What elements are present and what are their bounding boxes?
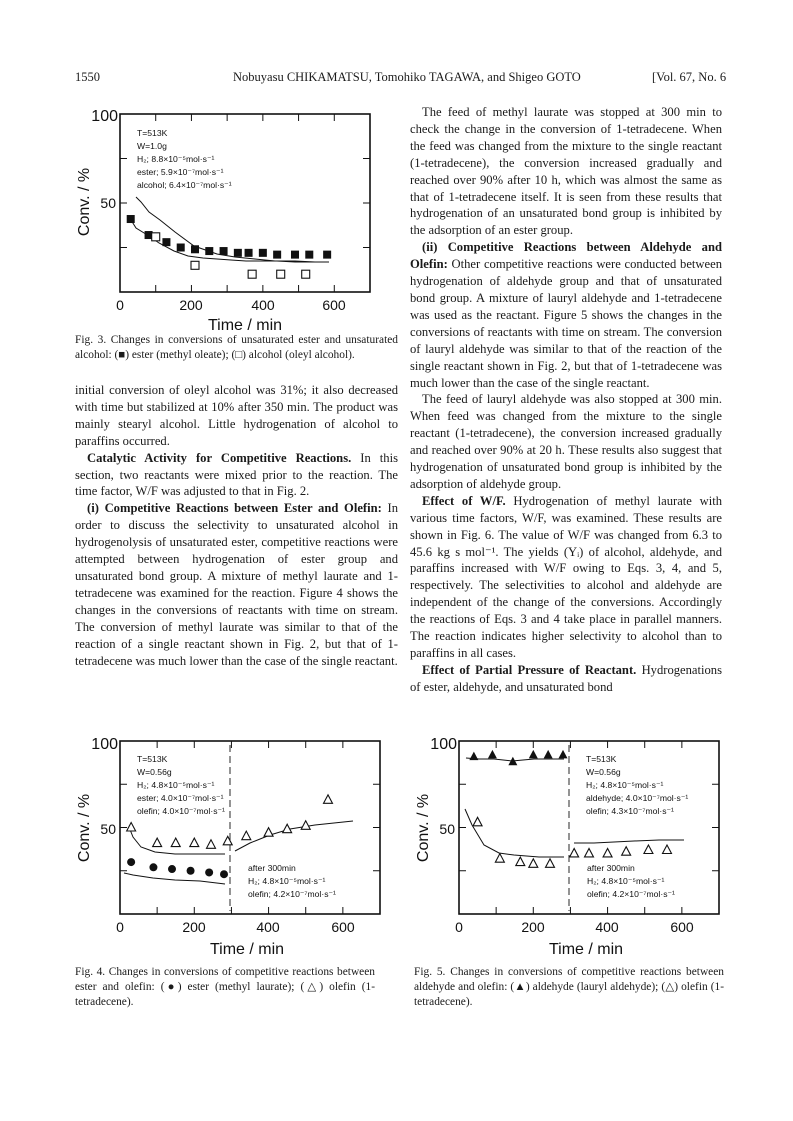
paragraph: Hydrogenation of methyl laurate with various time factors, W/F, was examined. These results are shown in Fig. 6. The value of W/F was changed from 6.3 to 45.6 kg s mol⁻¹. The yields (Yᵢ) of alcohol, aldehyde, and paraffins increased with W/F owing to Eqs. 3, 4, and 5, respectively. The selectivities to alcohol and aldehyde are independent of the change of the conversions. Accordingly the reactions of Eqs. 3 and 4 take place in parallel manners. The reaction indicates higher selectivity to alcohol than to paraffins in all cases. [410, 493, 722, 660]
fig5-series-2-point [546, 859, 555, 868]
paragraph: The feed of methyl laurate was stopped at 300 min to check the change in the conversion of 1-tetradecene. When the feed was changed from the mixture to the single reactant (1-tetradecene), the conversion increased gradually and reached over 90% after 10 h, which was almost the same as that of 1-tetradecene itself. It is seen from these results that hydrogenation of an unsaturated bond group is inhibited by the adsorption of an ester group. [410, 105, 722, 238]
fig4-xtick-400: 400 [256, 919, 280, 935]
fig3-series-1-point [291, 251, 299, 259]
fig4-annotation: T=513K [137, 754, 168, 764]
fig3-series-2-point [152, 233, 160, 241]
fig4-annotation: ester; 4.0×10⁻⁷mol·s⁻¹ [137, 793, 224, 803]
section-heading: (ii) Competitive Reactions between Aldehyde and Olefin: [410, 240, 722, 272]
fig3-series-1-point [127, 215, 135, 223]
fig4-after-annotation: olefin; 4.2×10⁻⁷mol·s⁻¹ [248, 889, 336, 899]
fig4-series-1-point [127, 858, 135, 866]
left-text-column [75, 382, 398, 669]
figure-3-chart [75, 104, 395, 344]
fig5-series-2-point [495, 854, 504, 863]
fig3-ytick-50: 50 [100, 195, 116, 211]
figure-5-caption: Fig. 5. Changes in conversions of competitive reactions between aldehyde and olefin: (▲) aldehyde (lauryl aldehyde); (△) olefin (1-tetradecene). [414, 966, 724, 1008]
fig4-xtick-0: 0 [116, 919, 124, 935]
right-text-column [410, 104, 722, 696]
fig4-series-1-point [187, 867, 195, 875]
section-heading: Effect of Partial Pressure of Reactant. [422, 662, 637, 677]
fig3-data-points [127, 215, 331, 278]
fig5-series-2-point [622, 847, 631, 856]
fig4-series-2-point [223, 836, 232, 845]
fig5-series-1-point [529, 750, 538, 759]
fig4-after-annotation: H₂; 4.8×10⁻⁵mol·s⁻¹ [248, 876, 326, 886]
fig3-series-2-point [277, 270, 285, 278]
fig5-xtick-0: 0 [455, 919, 463, 935]
fig5-series-2-point [516, 857, 525, 866]
fig5-ytick-50: 50 [439, 821, 455, 837]
page-number: 1550 [75, 70, 100, 84]
fig3-annotation: H₂; 8.8×10⁻⁵mol·s⁻¹ [137, 154, 215, 164]
fig3-annotation: alcohol; 6.4×10⁻⁷mol·s⁻¹ [137, 180, 232, 190]
fig3-series-1-point [273, 251, 281, 259]
fig5-xtick-600: 600 [670, 919, 694, 935]
paragraph: initial conversion of oleyl alcohol was 31%; it also decreased with time but stabilized at 10% after 350 min. The product was mainly stearyl alcohol. Little hydrogenation of alcohol to paraffins occurred. [75, 383, 398, 448]
fig3-x-axis-label: Time / min [207, 317, 283, 334]
fig3-series-1-point [245, 249, 253, 257]
fig5-after-annotation: olefin; 4.2×10⁻⁷mol·s⁻¹ [587, 889, 675, 899]
fig5-series-2-point [663, 845, 672, 854]
fig5-annotation: aldehyde; 4.0×10⁻⁷mol·s⁻¹ [586, 793, 689, 803]
fig5-series-1-point [469, 752, 478, 761]
figure-5-chart [414, 733, 734, 973]
fig5-series-1-point [559, 750, 568, 759]
fig3-series-1-point [220, 247, 228, 255]
fig4-series-2-point [324, 795, 333, 804]
fig3-xtick-0: 0 [116, 297, 124, 313]
fig4-series-2-point [190, 838, 199, 847]
fig5-series-1-point [488, 750, 497, 759]
fig3-series-1-point [259, 249, 267, 257]
fig5-after-annotation: H₂; 4.8×10⁻⁵mol·s⁻¹ [587, 876, 665, 886]
figure-4-chart [75, 733, 395, 973]
fig4-x-axis-label: Time / min [209, 941, 285, 958]
fig4-trend-lines [124, 821, 353, 884]
fig4-series-2-point [242, 831, 251, 840]
fig5-series-2-point [473, 817, 482, 826]
fig4-after-label: after 300min [248, 863, 296, 873]
paragraph: In order to discuss the selectivity to unsaturated alcohol in hydrogenolysis of unsaturated ester, competitive reactions were attempted between hydrogenation of ester group and unsaturated bond group. A mixture of methyl laurate and 1-tetradecene was examined for the reaction. Figure 4 shows the changes in the conversions of reactants with time on stream. The conversion of methyl laurate was similar to that of the reaction of a single reactant shown in Fig. 2, but that of 1-tetradecene was much lower than the case of the single reactant. [75, 501, 398, 668]
fig4-annotation: H₂; 4.8×10⁻⁵mol·s⁻¹ [137, 780, 215, 790]
fig3-series-1-point [162, 238, 170, 246]
fig5-series-2-point [603, 848, 612, 857]
fig3-trend-lines [131, 197, 329, 262]
paragraph: In this section, two reactants were mixed prior to the reaction. The time factor, W/F was adjusted to that in Fig. 2. [75, 450, 398, 499]
fig5-xtick-400: 400 [595, 919, 619, 935]
fig3-series-1-point [305, 251, 313, 259]
fig5-series-2-point [529, 859, 538, 868]
fig3-annotation: ester; 5.9×10⁻⁷mol·s⁻¹ [137, 167, 224, 177]
fig4-series-2-point [207, 840, 216, 849]
fig3-xtick-400: 400 [251, 297, 275, 313]
fig3-series-1-point [205, 247, 213, 255]
fig4-series-1-point [205, 868, 213, 876]
fig4-series-2-point [264, 828, 273, 837]
fig3-y-axis-label: Conv. / % [76, 167, 93, 237]
fig4-xtick-200: 200 [182, 919, 206, 935]
fig3-series-1-point [234, 249, 242, 257]
fig3-series-1-point [191, 245, 199, 253]
fig4-series-1-point [149, 863, 157, 871]
paragraph: Hydrogenations of ester, aldehyde, and unsaturated bond [410, 662, 723, 694]
fig4-ytick-50: 50 [100, 821, 116, 837]
section-heading: Catalytic Activity for Competitive Reactions. [87, 450, 352, 465]
fig4-xtick-600: 600 [331, 919, 355, 935]
fig5-xtick-200: 200 [521, 919, 545, 935]
fig5-after-label: after 300min [587, 863, 635, 873]
fig3-xtick-200: 200 [179, 297, 203, 313]
journal-volume: [Vol. 67, No. 6 [652, 70, 727, 84]
fig5-series-2-point [644, 845, 653, 854]
fig4-series-1-point [220, 870, 228, 878]
fig5-annotation: olefin; 4.3×10⁻⁷mol·s⁻¹ [586, 806, 674, 816]
fig3-series-2-point [248, 270, 256, 278]
fig3-xtick-600: 600 [322, 297, 346, 313]
fig5-annotation: H₂; 4.8×10⁻⁵mol·s⁻¹ [586, 780, 664, 790]
fig5-series-1-point [544, 750, 553, 759]
figure-3-caption: Fig. 3. Changes in conversions of unsaturated ester and unsaturated alcohol: (■) ester (methyl oleate); (□) alcohol (oleyl alcohol). [75, 334, 398, 361]
fig4-series-2-point [127, 823, 136, 832]
fig5-series-2-point [570, 848, 579, 857]
fig3-series-1-point [177, 244, 185, 252]
fig4-series-2-point [171, 838, 180, 847]
running-authors: Nobuyasu CHIKAMATSU, Tomohiko TAGAWA, and Shigeo GOTO [233, 70, 581, 84]
section-heading: Effect of W/F. [422, 493, 506, 508]
fig3-series-1-point [323, 251, 331, 259]
fig3-series-2-point [191, 261, 199, 269]
fig4-annotation: olefin; 4.0×10⁻⁷mol·s⁻¹ [137, 806, 225, 816]
fig3-annotation: T=513K [137, 128, 168, 138]
fig4-y-axis-label: Conv. / % [76, 793, 93, 863]
fig4-annotation: W=0.56g [137, 767, 172, 777]
fig5-x-axis-label: Time / min [548, 941, 624, 958]
fig5-series-2-point [585, 848, 594, 857]
fig4-series-2-point [301, 821, 310, 830]
paragraph: Other competitive reactions were conducted between hydrogenation of aldehyde group and that of unsaturated bond group. A mixture of lauryl aldehyde and 1-tetradecene was used as the reactant. Figure 5 shows the changes in the conversions of reactants with time on stream. The conversion of lauryl aldehyde was similar to that of the reaction of the single reactant shown in Fig. 2, but that of 1-tetradecene was much lower than the case of the single reactant. [410, 257, 722, 390]
fig4-series-2-point [153, 838, 162, 847]
paragraph: The feed of lauryl aldehyde was also stopped at 300 min. When feed was changed from the mixture to the single reactant (1-tetradecene), the conversion increased gradually and reached over 90% at 20 h. These results also suggest that hydrogenation of unsaturated bond group is inhibited by the adsorption of aldehyde group. [410, 392, 722, 491]
fig5-annotation: W=0.56g [586, 767, 621, 777]
section-heading: (i) Competitive Reactions between Ester and Olefin: [87, 501, 382, 516]
fig4-series-1-point [168, 865, 176, 873]
fig5-ytick-100: 100 [430, 736, 457, 753]
fig5-annotation: T=513K [586, 754, 617, 764]
figure-4-caption: Fig. 4. Changes in conversions of competitive reactions between ester and olefin: (●) ester (methyl laurate); (△) olefin (1-tetradecene). [75, 966, 375, 1008]
fig5-y-axis-label: Conv. / % [415, 793, 432, 863]
fig3-series-2-point [302, 270, 310, 278]
fig3-ytick-100: 100 [91, 108, 118, 125]
fig3-annotation: W=1.0g [137, 141, 167, 151]
fig4-ytick-100: 100 [91, 736, 118, 753]
